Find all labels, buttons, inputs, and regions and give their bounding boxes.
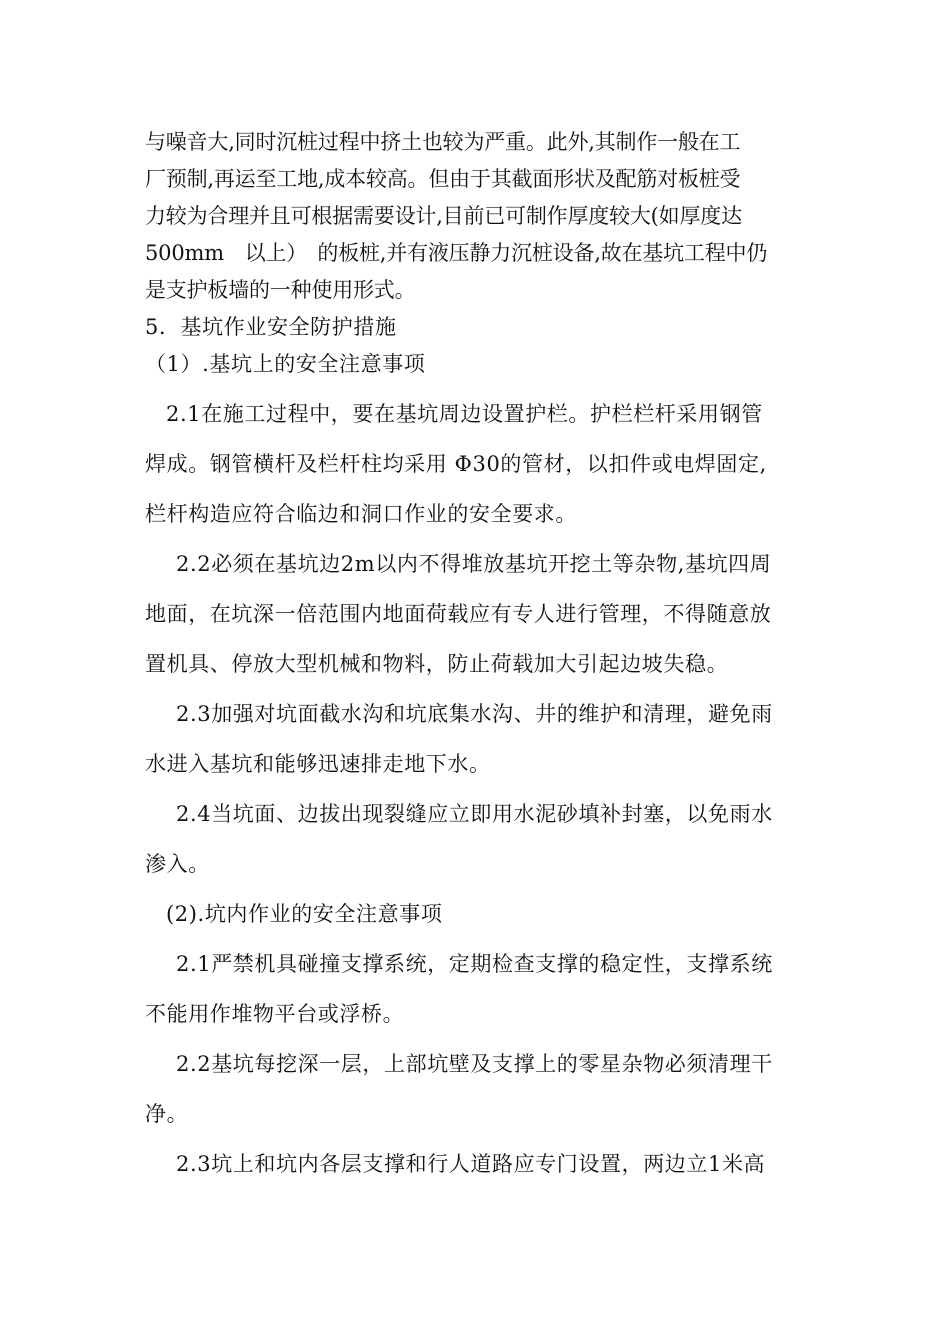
item-line: 2.3坑上和坑内各层支撑和行人道路应专门设置，两边立1米高 — [176, 1152, 766, 1176]
item-line: 2.3加强对坑面截水沟和坑底集水沟、井的维护和清理，避免雨 — [176, 702, 773, 726]
paragraph-line: 厂预制,再运至工地,成本较高。但由于其截面形状及配筋对板桩受 — [145, 167, 741, 191]
item-line: 地面，在坑深一倍范围内地面荷载应有专人进行管理，不得随意放 — [145, 602, 772, 626]
subsection-heading: （1）.基坑上的安全注意事项 — [145, 352, 426, 376]
item-line: 2.2基坑每挖深一层，上部坑壁及支撑上的零星杂物必须清理干 — [176, 1052, 773, 1076]
item-line: 置机具、停放大型机械和物料，防止荷载加大引起边坡失稳。 — [145, 652, 729, 676]
item-line: 2.2必须在基坑边2m以内不得堆放基坑开挖土等杂物,基坑四周 — [176, 552, 772, 576]
item-line: 渗入。 — [145, 852, 210, 876]
item-line: 2.4当坑面、边拔出现裂缝应立即用水泥砂填补封塞，以免雨水 — [176, 802, 773, 826]
paragraph-line: 力较为合理并且可根据需要设计,目前已可制作厚度较大(如厚度达 — [145, 204, 742, 228]
item-line: 2.1严禁机具碰撞支撑系统，定期检查支撑的稳定性，支撑系统 — [176, 952, 773, 976]
item-line: 不能用作堆物平台或浮桥。 — [145, 1002, 405, 1026]
subsection-heading: (2).坑内作业的安全注意事项 — [166, 902, 443, 926]
item-line: 栏杆构造应符合临边和洞口作业的安全要求。 — [145, 502, 577, 526]
paragraph-line: 是支护板墙的一种使用形式。 — [145, 278, 416, 302]
paragraph-line: 与噪音大,同时沉桩过程中挤土也较为严重。此外,其制作一般在工 — [145, 130, 741, 154]
paragraph-line: 500mm 以上） 的板桩,并有液压静力沉桩设备,故在基坑工程中仍 — [145, 241, 768, 265]
section-heading: 5．基坑作业安全防护措施 — [145, 315, 397, 339]
item-line: 净。 — [145, 1102, 189, 1126]
item-line: 2.1在施工过程中，要在基坑周边设置护栏。护栏栏杆采用钢管 — [166, 402, 763, 426]
item-line: 水进入基坑和能够迅速排走地下水。 — [145, 752, 491, 776]
item-line: 焊成。钢管横杆及栏杆柱均采用 Φ30的管材，以扣件或电焊固定, — [145, 452, 767, 476]
